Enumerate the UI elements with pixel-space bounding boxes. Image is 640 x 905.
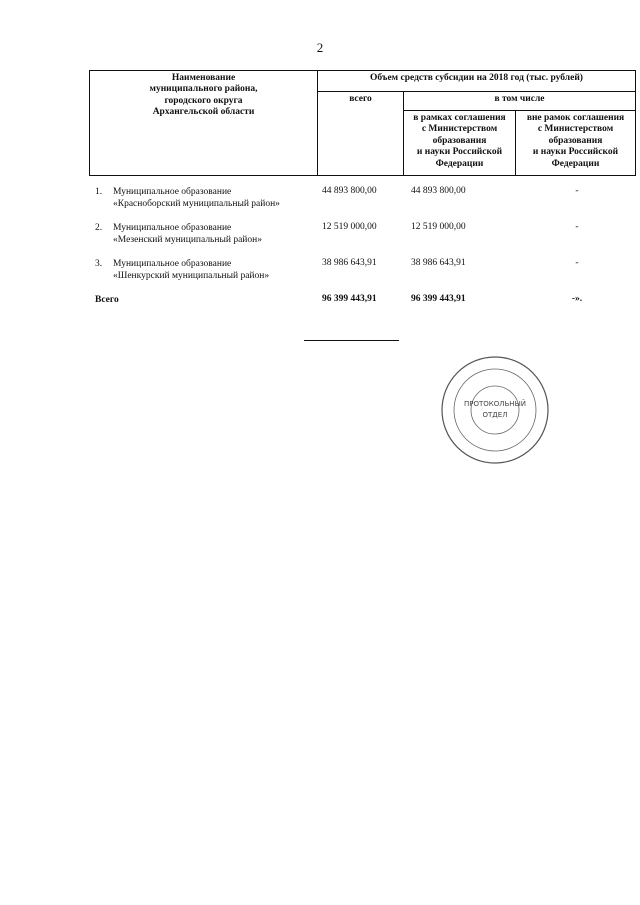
- header-name-line: городского округа: [164, 95, 243, 106]
- stamp-text-line: ОТДЕЛ: [482, 411, 508, 419]
- totals-out-agreement: -».: [571, 294, 583, 304]
- totals-total: 96 399 443,91: [322, 294, 377, 304]
- row-name-line: Муниципальное образование: [113, 259, 232, 269]
- row-total: 38 986 643,91: [322, 258, 377, 268]
- header-name-line: Наименование: [171, 73, 236, 83]
- totals-in-agreement: 96 399 443,91: [411, 294, 466, 304]
- row-total: 44 893 800,00: [322, 186, 377, 196]
- header-in-line: в рамках соглашения: [413, 113, 506, 123]
- row-name-line: «Шенкурский муниципальный район»: [113, 271, 270, 282]
- header-in-agreement: [404, 111, 516, 176]
- row-in-agreement: 44 893 800,00: [411, 186, 466, 196]
- seal-stamp: [440, 355, 550, 465]
- header-out-line: Федерации: [551, 158, 600, 169]
- page-number: 2: [316, 40, 324, 55]
- row-name-text: [113, 186, 323, 211]
- totals-label: Всего: [95, 295, 119, 305]
- header-out-line: и науки Российской: [532, 147, 619, 158]
- header-in-line: Федерации: [435, 158, 484, 169]
- table-row: [89, 222, 635, 258]
- row-out-agreement: -: [575, 258, 579, 268]
- header-out-agreement: [516, 111, 636, 176]
- row-name-text: [113, 258, 323, 283]
- table-row: [89, 186, 635, 222]
- table-body: [89, 186, 635, 314]
- header-out-line: образования: [548, 135, 603, 146]
- row-name-line: «Красноборский муниципальный район»: [113, 199, 280, 210]
- row-out-agreement: -: [575, 222, 579, 232]
- table-row: [89, 258, 635, 294]
- stamp-text-line: ПРОТОКОЛЬНЫЙ: [463, 400, 527, 408]
- row-in-agreement: 12 519 000,00: [411, 222, 466, 232]
- row-total: 12 519 000,00: [322, 222, 377, 232]
- row-name-line: Муниципальное образование: [113, 187, 232, 197]
- header-name-cell: [90, 71, 318, 176]
- row-name-line: Муниципальное образование: [113, 223, 232, 233]
- header-out-line: вне рамок соглашения: [526, 113, 625, 123]
- header-in-line: с Министерством: [421, 124, 498, 135]
- row-in-agreement: 38 986 643,91: [411, 258, 466, 268]
- row-name-line: «Мезенский муниципальный район»: [113, 235, 262, 246]
- row-name-text: [113, 222, 323, 247]
- separator-line: [304, 340, 399, 341]
- header-out-line: с Министерством: [537, 124, 614, 135]
- totals-row: [89, 294, 635, 314]
- row-number: 1.: [95, 187, 103, 197]
- header-including: в том числе: [404, 92, 636, 111]
- header-name-line: Архангельской области: [152, 107, 255, 118]
- header-in-line: и науки Российской: [416, 147, 503, 158]
- header-in-line: образования: [432, 135, 487, 146]
- table-header: [89, 70, 636, 176]
- header-name-line: муниципального района,: [149, 84, 258, 95]
- row-number: 3.: [95, 259, 103, 269]
- header-volume: Объем средств субсидии на 2018 год (тыс. рублей): [318, 71, 636, 92]
- header-total: всего: [318, 92, 404, 176]
- row-out-agreement: -: [575, 186, 579, 196]
- row-number: 2.: [95, 223, 103, 233]
